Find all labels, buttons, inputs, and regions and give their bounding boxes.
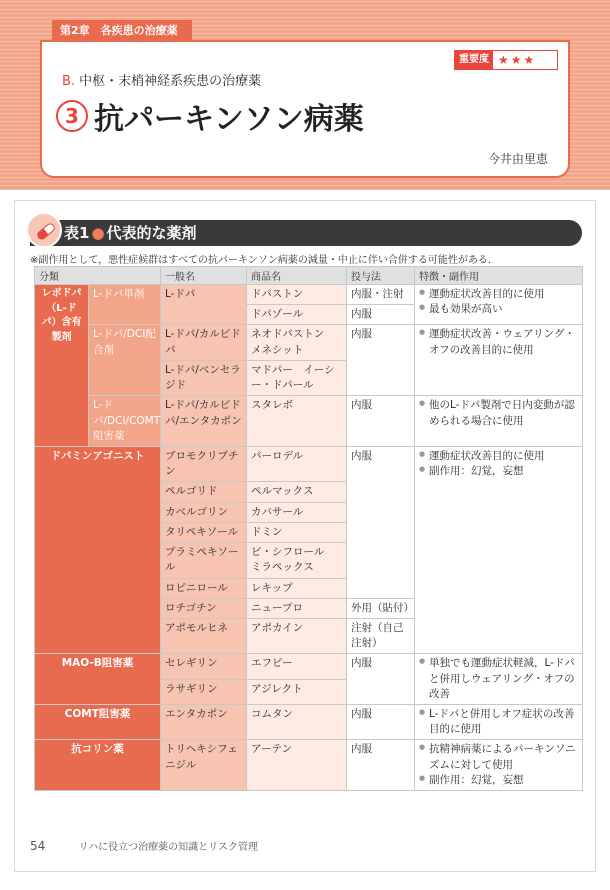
table-note: ※副作用として，悪性症候群はすべての抗パーキンソン病薬の減量・中止に伴い合併する可能性がある． xyxy=(30,255,498,266)
subcategory: L-ドパ/DCI/COMT阻害薬 xyxy=(89,396,161,447)
header-category: 分類 xyxy=(35,267,161,285)
brand-name: アーテン xyxy=(247,740,347,791)
feature-item: ● 副作用：幻覚，妄想 xyxy=(419,464,578,479)
generic-name: ラサギリン xyxy=(161,679,247,704)
brand-name: レキップ xyxy=(247,578,347,598)
subcategory: L-ドパ/DCI配合剤 xyxy=(89,325,161,396)
route: 内服 xyxy=(347,305,415,325)
generic-name: トリヘキシフェニジル xyxy=(161,740,247,791)
generic-name: プラミペキソール xyxy=(161,543,247,578)
importance-label: 重要度 xyxy=(455,51,493,69)
title-card xyxy=(40,40,570,178)
brand-name: アポカイン xyxy=(247,618,347,653)
feature-item: ● 抗精神病薬によるパーキンソニズムに対して使用 xyxy=(419,742,578,772)
book-title: リハに役立つ治療薬の知識とリスク管理 xyxy=(78,842,258,853)
feature-item: ● 運動症状改善・ウェアリング・オフの改善目的に使用 xyxy=(419,327,578,357)
feature-item: ● 運動症状改善目的に使用 xyxy=(419,449,578,464)
brand-name: パーロデル xyxy=(247,446,347,481)
generic-name: L-ドパ/カルビドパ/エンタカポン xyxy=(161,396,247,447)
author: 今井由里恵 xyxy=(487,152,548,166)
route: 内服 xyxy=(347,325,415,396)
generic-name: タリペキソール xyxy=(161,522,247,542)
brand-name: ペルマックス xyxy=(247,482,347,502)
generic-name: アポモルヒネ xyxy=(161,618,247,653)
brand-name: カバサール xyxy=(247,502,347,522)
title-text: 抗パーキンソン病薬 xyxy=(94,102,364,137)
features xyxy=(415,396,583,447)
brand-name: マドパー イーシー・ドパール xyxy=(247,360,347,395)
category-anticholinergic: 抗コリン薬 xyxy=(35,740,161,791)
generic-name: ロピニロール xyxy=(161,578,247,598)
brand-name: ビ・シフロール ミラペックス xyxy=(247,543,347,578)
section-title: 中枢・末梢神経系疾患の治療薬 xyxy=(79,74,262,89)
title-number: 3 xyxy=(56,100,88,132)
brand-name: アジレクト xyxy=(247,679,347,704)
features xyxy=(415,446,583,653)
features xyxy=(415,325,583,396)
table-row xyxy=(35,285,583,305)
header-features: 特徴・副作用 xyxy=(415,267,583,285)
table-number: 表1 xyxy=(64,224,90,242)
feature-item: ● 副作用：幻覚，妄想 xyxy=(419,773,578,788)
category-comt: COMT阻害薬 xyxy=(35,705,161,740)
table-title xyxy=(30,220,582,246)
page-number: 54 xyxy=(30,839,46,853)
brand-name: ネオドパストン メネシット xyxy=(247,325,347,360)
section-label xyxy=(62,70,261,89)
table-row xyxy=(35,325,583,360)
generic-name: エンタカポン xyxy=(161,705,247,740)
table-row xyxy=(35,446,583,481)
brand-name: スタレボ xyxy=(247,396,347,447)
features xyxy=(415,740,583,791)
category-levodopa: レボドパ（L-ドパ）含有製剤 xyxy=(35,285,89,447)
generic-name: セレギリン xyxy=(161,654,247,679)
table-title-text: 代表的な薬剤 xyxy=(106,224,197,242)
route: 内服 xyxy=(347,740,415,791)
category-dopamine: ドパミンアゴニスト xyxy=(35,446,161,653)
header-route: 投与法 xyxy=(347,267,415,285)
feature-item: ● 運動症状改善目的に使用 xyxy=(419,287,578,302)
features xyxy=(415,285,583,325)
generic-name: ロチゴチン xyxy=(161,598,247,618)
brand-name: エフピー xyxy=(247,654,347,679)
header-brand: 商品名 xyxy=(247,267,347,285)
section-letter: B. xyxy=(62,74,76,89)
generic-name: ブロモクリプチン xyxy=(161,446,247,481)
page-title xyxy=(56,94,364,138)
route: 注射（自己注射） xyxy=(347,618,415,653)
feature-item: ● 最も効果が高い xyxy=(419,302,578,317)
feature-item: ● L-ドパと併用しオフ症状の改善目的に使用 xyxy=(419,707,578,737)
table-title-dot: ● xyxy=(91,224,105,242)
brand-name: ドパストン xyxy=(247,285,347,305)
pill-icon xyxy=(26,212,62,248)
brand-name: コムタン xyxy=(247,705,347,740)
drug-table xyxy=(34,266,583,791)
table-header-row xyxy=(35,267,583,285)
header-generic: 一般名 xyxy=(161,267,247,285)
subcategory: L-ドパ単剤 xyxy=(89,285,161,325)
feature-item: ● 単独でも運動症状軽減，L-ドパと併用しウェアリング・オフの改善 xyxy=(419,656,578,702)
importance-badge xyxy=(454,50,558,70)
route: 内服 xyxy=(347,446,415,598)
generic-name: L-ドパ/ベンセラジド xyxy=(161,360,247,395)
generic-name: L-ドパ xyxy=(161,285,247,325)
route: 内服 xyxy=(347,396,415,447)
brand-name: ニュープロ xyxy=(247,598,347,618)
feature-item: ● 他のL-ドパ製剤で日内変動が認められる場合に使用 xyxy=(419,398,578,428)
route: 外用（貼付） xyxy=(347,598,415,618)
importance-stars: ★★★ xyxy=(498,53,537,67)
page-footer xyxy=(30,838,258,853)
route: 内服 xyxy=(347,705,415,740)
generic-name: L-ドパ/カルビドパ xyxy=(161,325,247,360)
brand-name: ドミン xyxy=(247,522,347,542)
table-row xyxy=(35,705,583,740)
generic-name: カベルゴリン xyxy=(161,502,247,522)
chapter-tab: 第2章 各疾患の治療薬 xyxy=(52,20,192,42)
features xyxy=(415,705,583,740)
brand-name: ドパゾール xyxy=(247,305,347,325)
table-row xyxy=(35,740,583,791)
table-row xyxy=(35,654,583,679)
route: 内服・注射 xyxy=(347,285,415,305)
features xyxy=(415,654,583,705)
generic-name: ペルゴリド xyxy=(161,482,247,502)
route: 内服 xyxy=(347,654,415,705)
category-maob: MAO-B阻害薬 xyxy=(35,654,161,705)
